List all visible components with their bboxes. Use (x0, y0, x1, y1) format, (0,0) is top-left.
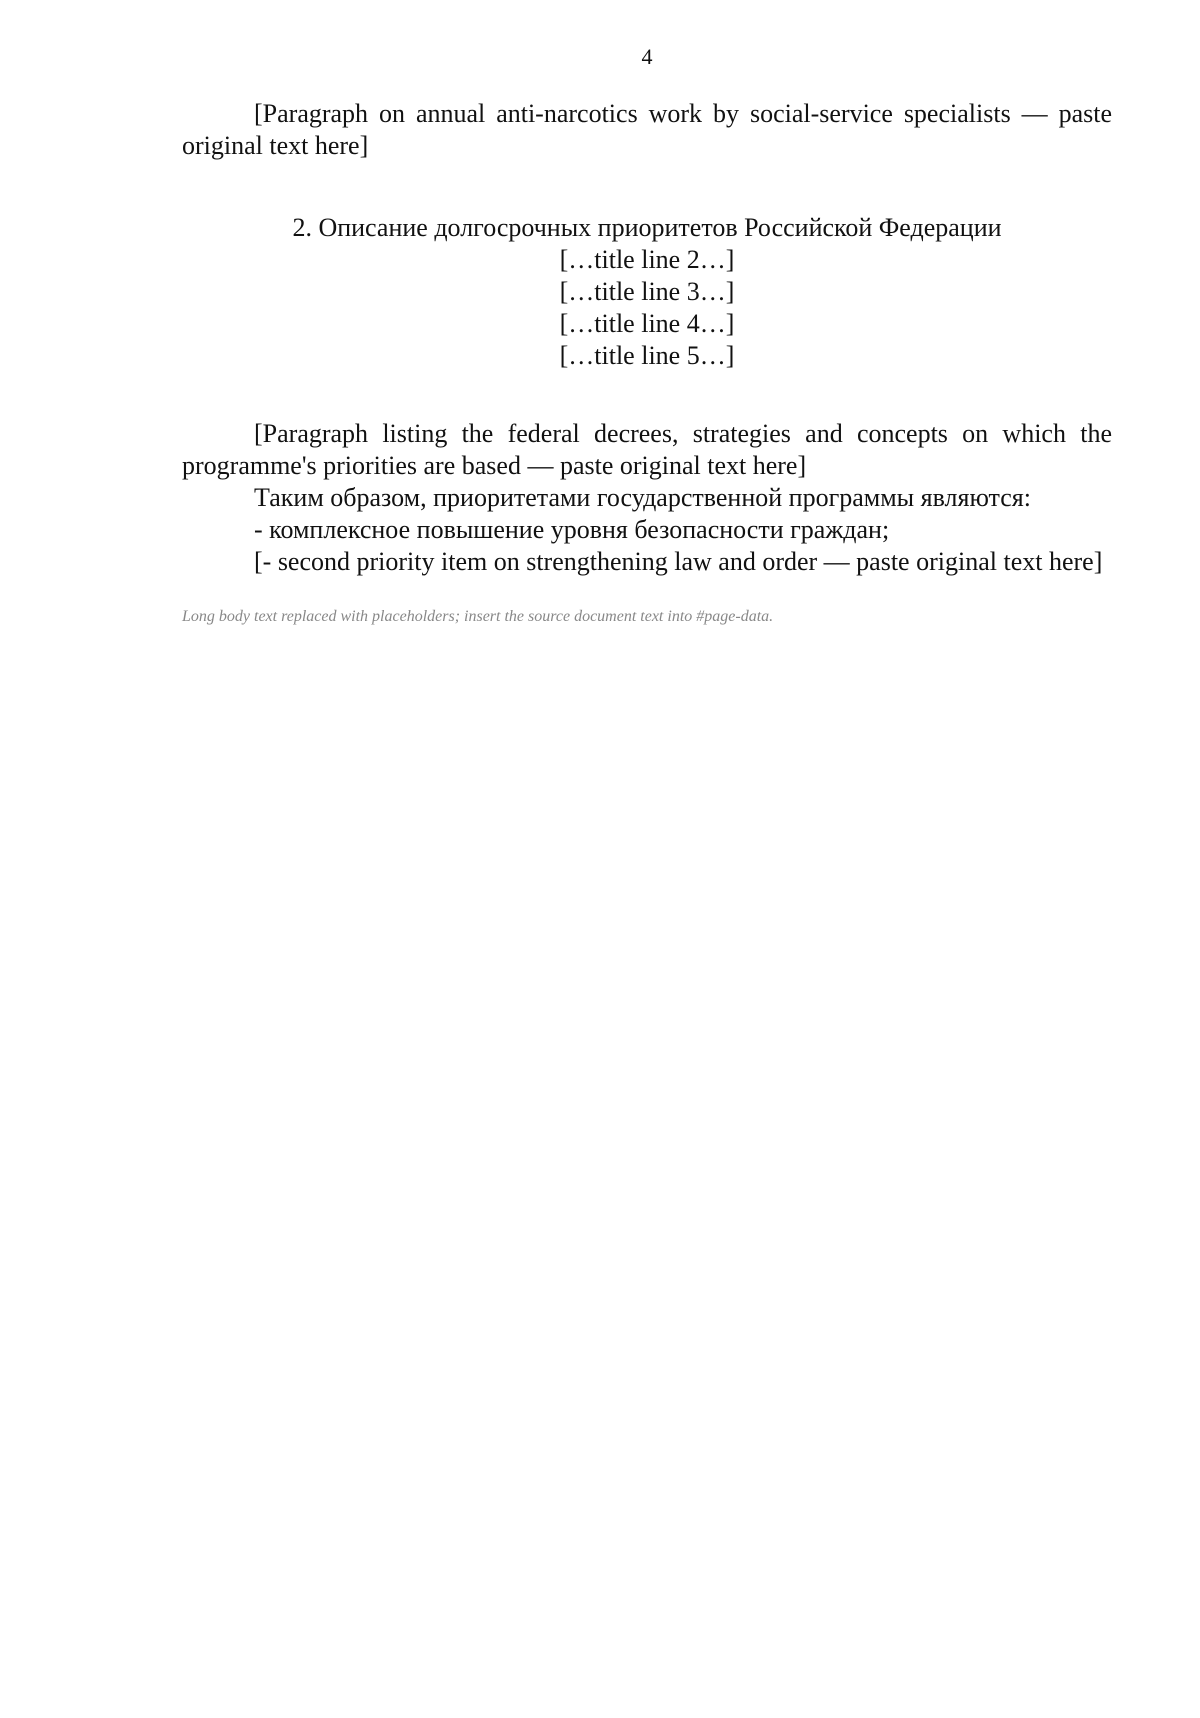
page-number: 4 (641, 44, 653, 69)
section-title (182, 212, 1112, 372)
placeholder-note: Long body text replaced with placeholders; insert the source document text into #page-data. (182, 608, 774, 625)
priority-list-item: [- second priority item on strengthening law and order — paste original text here] (254, 547, 1103, 576)
section-title-line: […title line 4…] (559, 309, 735, 338)
section-title-line: […title line 2…] (559, 245, 735, 274)
conclusion-intro: Таким образом, приоритетами государственной программы являются: (254, 483, 1031, 512)
section-title-line: 2. Описание долгосрочных приоритетов Российской Федерации (292, 213, 1002, 242)
priority-list-item: - комплексное повышение уровня безопасности граждан; (254, 515, 890, 544)
priorities-paragraph: [Paragraph listing the federal decrees, strategies and concepts on which the programme's priorities are based — paste original text here] (182, 419, 1112, 480)
section-title-line: […title line 3…] (559, 277, 735, 306)
intro-paragraph: [Paragraph on annual anti-narcotics work by social-service specialists — paste original text here] (182, 99, 1112, 160)
section-title-line: […title line 5…] (559, 341, 735, 370)
